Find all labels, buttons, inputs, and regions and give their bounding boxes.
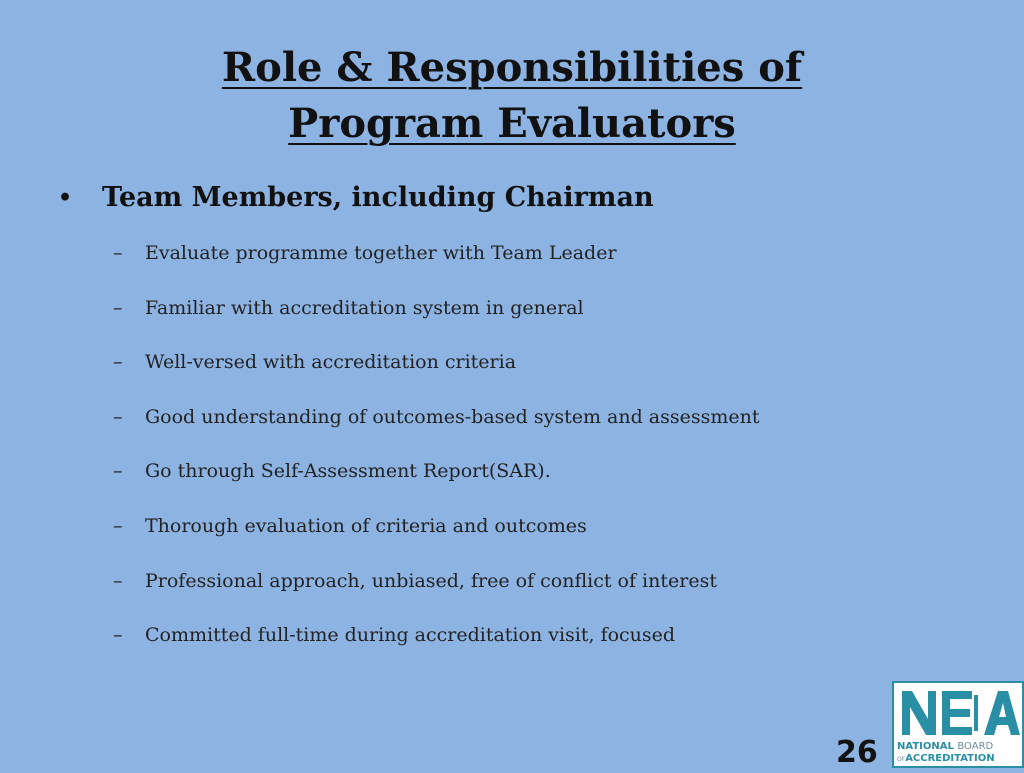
list-item: – Familiar with accreditation system in general	[113, 291, 760, 346]
nba-logo	[892, 681, 1024, 768]
list-item: – Well-versed with accreditation criteria	[113, 345, 760, 400]
list-item-text: Good understanding of outcomes-based system and assessment	[145, 405, 760, 428]
title-line-1: Role & Responsibilities of	[221, 44, 803, 91]
list-item: – Professional approach, unbiased, free of conflict of interest	[113, 564, 760, 619]
list-item-text: Familiar with accreditation system in general	[145, 296, 584, 319]
list-item: – Go through Self-Assessment Report(SAR).	[113, 454, 760, 509]
bullet-heading-text: Team Members, including Chairman	[102, 182, 654, 213]
list-item-text: Evaluate programme together with Team Leader	[145, 242, 617, 264]
list-item-text: Well-versed with accreditation criteria	[145, 351, 517, 374]
list-item: – Evaluate programme together with Team Leader	[113, 236, 760, 291]
nba-logo-mark	[894, 683, 1022, 741]
bullet-heading	[58, 178, 654, 218]
list-item: – Thorough evaluation of criteria and outcomes	[113, 509, 760, 564]
page-number: 26	[836, 735, 878, 770]
nba-logo-wordmark: NATIONAL BOARD OFACCREDITATION	[897, 741, 995, 764]
list-item: – Good understanding of outcomes-based system and assessment	[113, 400, 760, 455]
list-item-text: Committed full-time during accreditation visit, focused	[145, 624, 676, 647]
list-item-text: Professional approach, unbiased, free of conflict of interest	[145, 569, 717, 592]
responsibility-list	[113, 236, 760, 673]
list-item-text: Go through Self-Assessment Report(SAR).	[145, 460, 551, 483]
list-item-text: Thorough evaluation of criteria and outcomes	[145, 514, 587, 537]
slide-title	[0, 40, 1024, 152]
title-line-2: Program Evaluators	[288, 100, 736, 147]
list-item: – Committed full-time during accreditation visit, focused	[113, 618, 760, 673]
bullet-dot: •	[58, 185, 73, 211]
